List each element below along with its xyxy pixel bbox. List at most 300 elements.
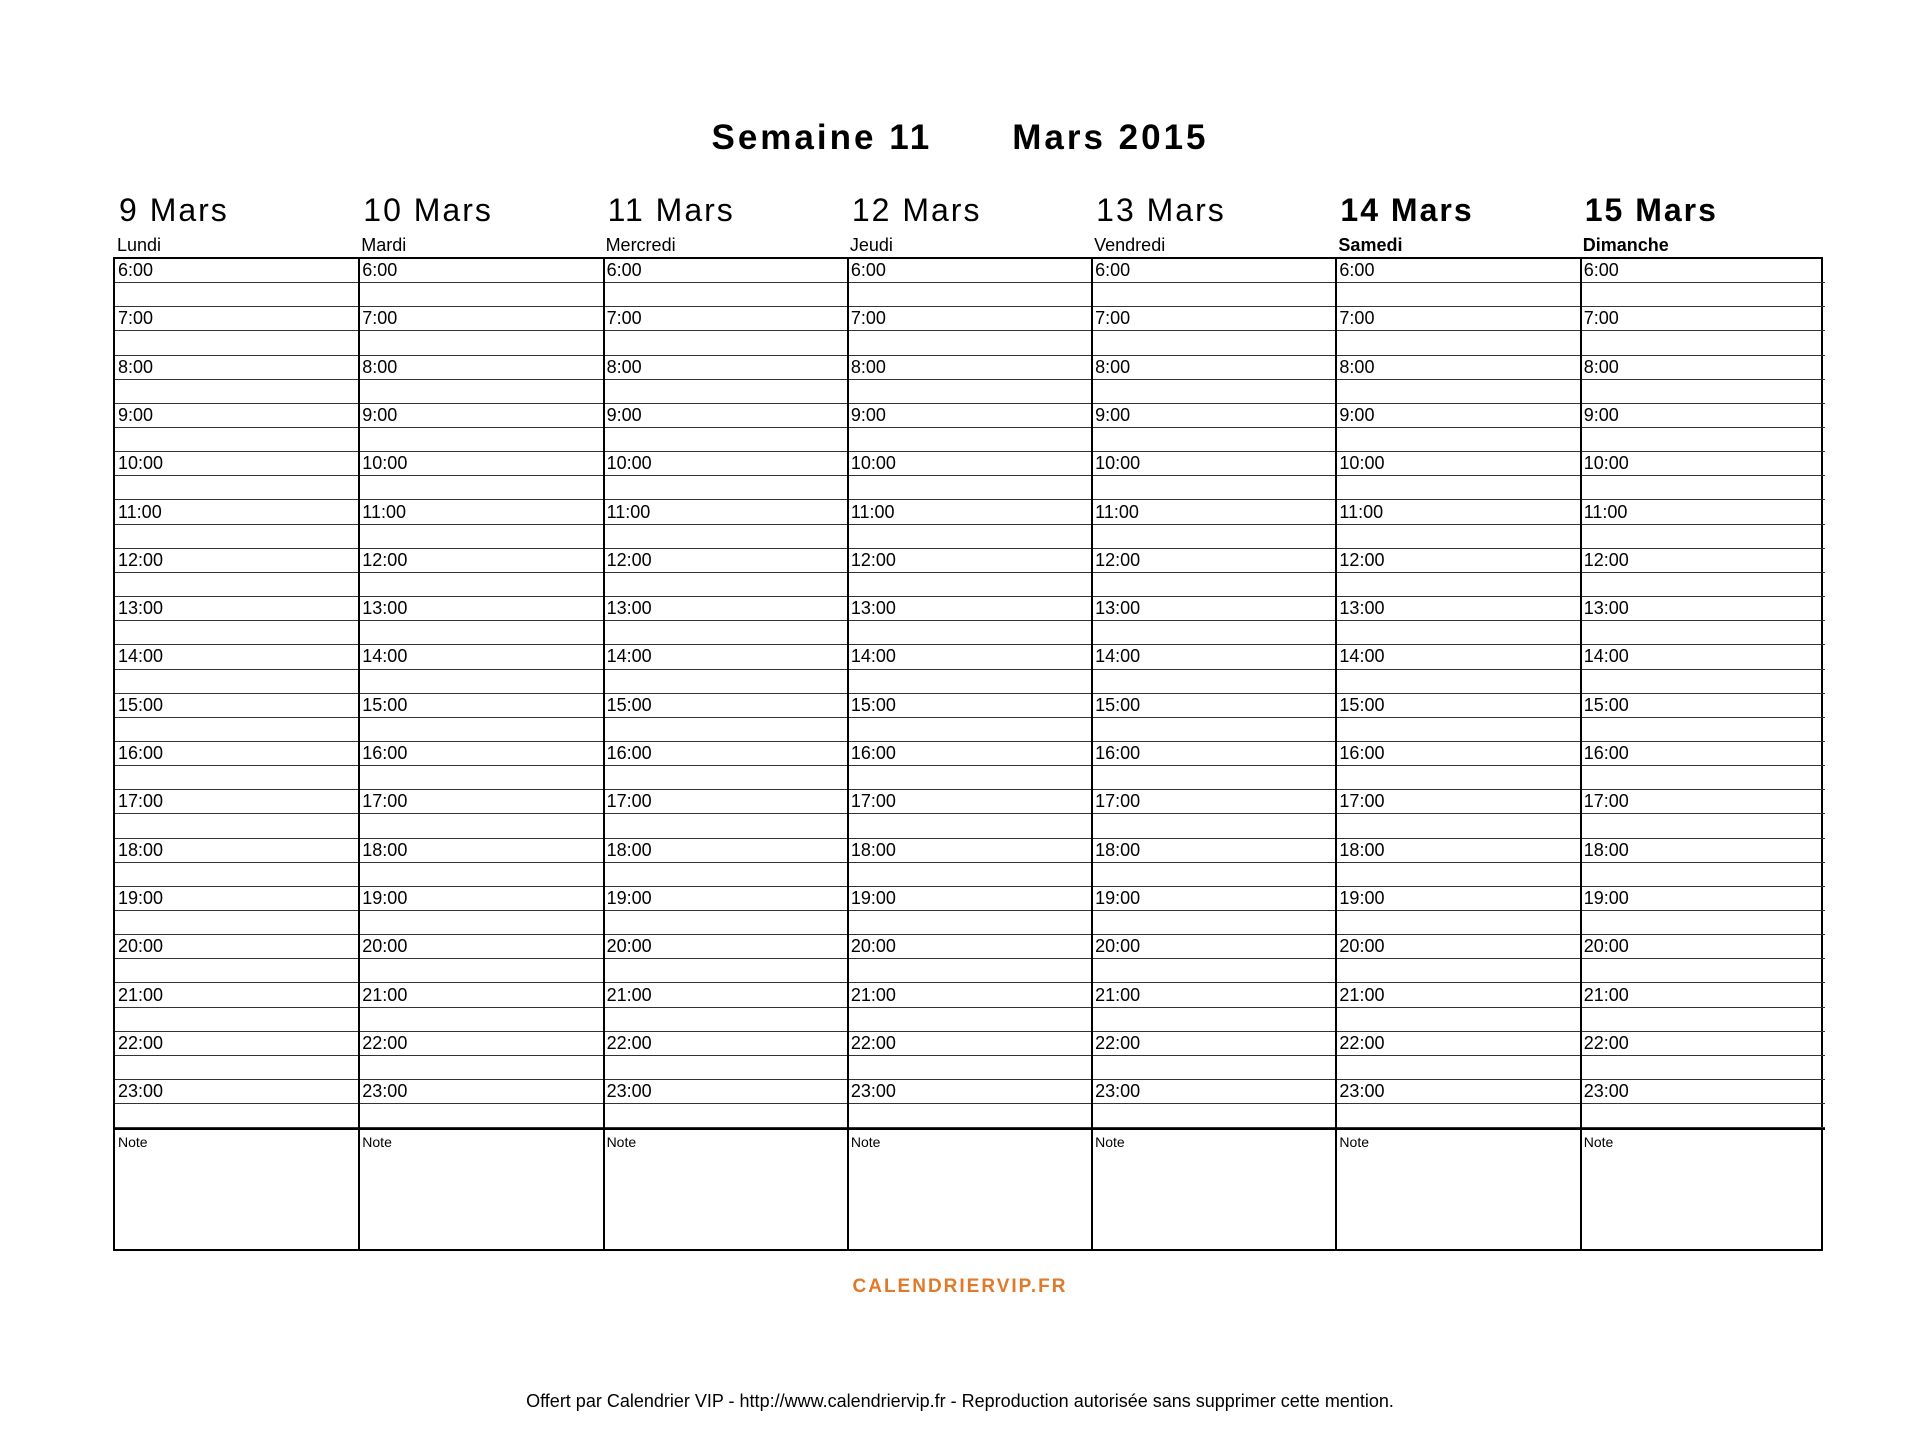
time-slot[interactable] — [1092, 694, 1336, 718]
half-hour-slot[interactable] — [115, 331, 359, 355]
half-hour-slot[interactable] — [604, 1104, 848, 1128]
half-hour-slot[interactable] — [115, 525, 359, 549]
half-hour-slot[interactable] — [1336, 476, 1580, 500]
time-slot[interactable] — [1092, 839, 1336, 863]
half-hour-slot[interactable] — [1092, 476, 1336, 500]
time-slot[interactable] — [115, 356, 359, 380]
time-slot[interactable] — [848, 501, 1092, 525]
half-hour-slot[interactable] — [115, 670, 359, 694]
half-hour-slot[interactable] — [848, 670, 1092, 694]
note-area[interactable] — [359, 1130, 603, 1249]
time-slot[interactable] — [604, 549, 848, 573]
time-slot[interactable] — [1336, 356, 1580, 380]
half-hour-slot[interactable] — [115, 766, 359, 790]
note-area[interactable] — [115, 1130, 359, 1249]
half-hour-slot[interactable] — [848, 911, 1092, 935]
half-hour-slot[interactable] — [359, 959, 603, 983]
time-slot[interactable] — [1581, 935, 1825, 959]
half-hour-slot[interactable] — [604, 1008, 848, 1032]
half-hour-slot[interactable] — [115, 573, 359, 597]
half-hour-slot[interactable] — [1336, 766, 1580, 790]
half-hour-slot[interactable] — [604, 814, 848, 838]
half-hour-slot[interactable] — [1581, 718, 1825, 742]
time-slot[interactable] — [848, 839, 1092, 863]
time-slot[interactable] — [359, 404, 603, 428]
half-hour-slot[interactable] — [1336, 863, 1580, 887]
time-label: 17:00 — [118, 791, 164, 812]
half-hour-slot[interactable] — [1581, 863, 1825, 887]
time-label: 21:00 — [362, 984, 408, 1005]
time-slot[interactable] — [115, 1080, 359, 1104]
half-hour-slot[interactable] — [359, 863, 603, 887]
half-hour-slot[interactable] — [115, 814, 359, 838]
time-slot[interactable] — [115, 404, 359, 428]
half-hour-slot[interactable] — [115, 718, 359, 742]
time-slot[interactable] — [848, 1080, 1092, 1104]
note-area[interactable] — [1581, 1130, 1825, 1249]
time-slot[interactable] — [1092, 645, 1336, 669]
time-slot[interactable] — [604, 501, 848, 525]
brand-logo[interactable]: CALENDRIERVIP.FR — [852, 1276, 1068, 1297]
half-hour-slot[interactable] — [1581, 476, 1825, 500]
time-slot[interactable] — [1092, 549, 1336, 573]
half-hour-slot[interactable] — [604, 621, 848, 645]
time-slot[interactable] — [1092, 501, 1336, 525]
half-hour-slot[interactable] — [1336, 380, 1580, 404]
time-label: 11:00 — [1339, 501, 1384, 522]
time-slot[interactable] — [1581, 839, 1825, 863]
time-slot[interactable] — [1092, 307, 1336, 331]
time-label: 15:00 — [1095, 694, 1141, 715]
time-slot[interactable] — [1092, 404, 1336, 428]
half-hour-slot[interactable] — [359, 1008, 603, 1032]
time-slot[interactable] — [1581, 307, 1825, 331]
half-hour-slot[interactable] — [359, 283, 603, 307]
day-date: 13 Mars — [1096, 192, 1226, 228]
time-slot[interactable] — [1336, 597, 1580, 621]
half-hour-slot[interactable] — [115, 1008, 359, 1032]
time-slot[interactable] — [1336, 839, 1580, 863]
half-hour-slot[interactable] — [359, 718, 603, 742]
time-label: 17:00 — [850, 791, 896, 812]
time-label: 9:00 — [362, 404, 398, 425]
half-hour-slot[interactable] — [115, 283, 359, 307]
time-slot[interactable] — [115, 259, 359, 283]
time-slot[interactable] — [359, 790, 603, 814]
half-hour-slot[interactable] — [1336, 525, 1580, 549]
half-hour-slot[interactable] — [848, 380, 1092, 404]
time-slot[interactable] — [359, 935, 603, 959]
half-hour-slot[interactable] — [604, 863, 848, 887]
half-hour-slot[interactable] — [848, 573, 1092, 597]
half-hour-slot[interactable] — [848, 476, 1092, 500]
time-slot[interactable] — [1336, 645, 1580, 669]
time-slot[interactable] — [1336, 259, 1580, 283]
time-slot[interactable] — [115, 935, 359, 959]
time-slot[interactable] — [848, 694, 1092, 718]
time-slot[interactable] — [359, 887, 603, 911]
time-slot[interactable] — [1336, 887, 1580, 911]
half-hour-slot[interactable] — [604, 283, 848, 307]
half-hour-slot[interactable] — [115, 863, 359, 887]
time-slot[interactable] — [604, 259, 848, 283]
time-slot[interactable] — [848, 549, 1092, 573]
time-slot[interactable] — [1092, 452, 1336, 476]
half-hour-slot[interactable] — [848, 814, 1092, 838]
half-hour-slot[interactable] — [1336, 814, 1580, 838]
half-hour-slot[interactable] — [1092, 718, 1336, 742]
half-hour-slot[interactable] — [115, 911, 359, 935]
time-slot[interactable] — [359, 452, 603, 476]
half-hour-slot[interactable] — [1581, 1008, 1825, 1032]
half-hour-slot[interactable] — [848, 718, 1092, 742]
time-slot[interactable] — [1336, 404, 1580, 428]
time-slot[interactable] — [1336, 1080, 1580, 1104]
time-slot[interactable] — [1336, 742, 1580, 766]
time-slot[interactable] — [1336, 694, 1580, 718]
half-hour-slot[interactable] — [1092, 959, 1336, 983]
half-hour-slot[interactable] — [1092, 380, 1336, 404]
time-slot[interactable] — [115, 694, 359, 718]
half-hour-slot[interactable] — [848, 525, 1092, 549]
time-label: 20:00 — [118, 936, 164, 957]
time-slot[interactable] — [1092, 935, 1336, 959]
time-slot[interactable] — [1581, 1032, 1825, 1056]
time-slot[interactable] — [1336, 935, 1580, 959]
half-hour-slot[interactable] — [604, 959, 848, 983]
half-hour-slot[interactable] — [848, 959, 1092, 983]
time-slot[interactable] — [1336, 549, 1580, 573]
half-hour-slot[interactable] — [1092, 573, 1336, 597]
half-hour-slot[interactable] — [359, 476, 603, 500]
time-label: 13:00 — [118, 598, 164, 619]
half-hour-slot[interactable] — [604, 1056, 848, 1080]
half-hour-slot[interactable] — [604, 380, 848, 404]
half-hour-slot[interactable] — [1092, 1008, 1336, 1032]
half-hour-slot[interactable] — [359, 428, 603, 452]
half-hour-slot[interactable] — [1581, 573, 1825, 597]
time-slot[interactable] — [1336, 790, 1580, 814]
time-label: 19:00 — [850, 887, 896, 908]
time-slot[interactable] — [1092, 597, 1336, 621]
time-slot[interactable] — [359, 742, 603, 766]
time-slot[interactable] — [848, 259, 1092, 283]
time-slot[interactable] — [359, 549, 603, 573]
day-name: Dimanche — [1582, 235, 1669, 255]
half-hour-slot[interactable] — [848, 1104, 1092, 1128]
time-slot[interactable] — [1336, 452, 1580, 476]
time-label: 17:00 — [1583, 791, 1629, 812]
half-hour-slot[interactable] — [359, 1056, 603, 1080]
day-column — [1336, 259, 1580, 1249]
time-slot[interactable] — [1581, 984, 1825, 1008]
half-hour-slot[interactable] — [359, 670, 603, 694]
time-label: 21:00 — [1583, 984, 1629, 1005]
half-hour-slot[interactable] — [1336, 911, 1580, 935]
time-slot[interactable] — [604, 984, 848, 1008]
time-label: 6:00 — [1339, 260, 1375, 280]
time-slot[interactable] — [1581, 404, 1825, 428]
time-label: 23:00 — [606, 1081, 652, 1102]
half-hour-slot[interactable] — [115, 1104, 359, 1128]
time-slot[interactable] — [115, 549, 359, 573]
half-hour-slot[interactable] — [1336, 428, 1580, 452]
time-label: 16:00 — [362, 743, 408, 763]
half-hour-slot[interactable] — [1581, 959, 1825, 983]
time-slot[interactable] — [359, 645, 603, 669]
note-area[interactable] — [604, 1130, 848, 1249]
half-hour-slot[interactable] — [848, 621, 1092, 645]
time-label: 22:00 — [362, 1032, 408, 1053]
day-date: 9 Mars — [119, 192, 229, 228]
time-slot[interactable] — [1581, 742, 1825, 766]
half-hour-slot[interactable] — [1092, 331, 1336, 355]
half-hour-slot[interactable] — [115, 959, 359, 983]
time-slot[interactable] — [604, 307, 848, 331]
time-slot[interactable] — [848, 307, 1092, 331]
time-slot[interactable] — [1581, 549, 1825, 573]
day-date: 12 Mars — [851, 192, 982, 228]
time-slot[interactable] — [604, 839, 848, 863]
half-hour-slot[interactable] — [1336, 573, 1580, 597]
time-slot[interactable] — [604, 742, 848, 766]
time-label: 19:00 — [1339, 887, 1385, 908]
half-hour-slot[interactable] — [359, 621, 603, 645]
half-hour-slot[interactable] — [1092, 1104, 1336, 1128]
half-hour-slot[interactable] — [1581, 911, 1825, 935]
time-label: 7:00 — [118, 308, 154, 329]
half-hour-slot[interactable] — [115, 428, 359, 452]
time-slot[interactable] — [1581, 501, 1825, 525]
half-hour-slot[interactable] — [1336, 283, 1580, 307]
half-hour-slot[interactable] — [115, 621, 359, 645]
time-slot[interactable] — [1092, 356, 1336, 380]
half-hour-slot[interactable] — [1581, 621, 1825, 645]
time-slot[interactable] — [848, 1032, 1092, 1056]
time-slot[interactable] — [1336, 1032, 1580, 1056]
note-area[interactable] — [1336, 1130, 1580, 1249]
half-hour-slot[interactable] — [359, 525, 603, 549]
half-hour-slot[interactable] — [1336, 670, 1580, 694]
time-label: 16:00 — [1339, 743, 1385, 763]
time-slot[interactable] — [115, 452, 359, 476]
time-slot[interactable] — [359, 694, 603, 718]
time-label: 9:00 — [850, 404, 886, 425]
half-hour-slot[interactable] — [604, 718, 848, 742]
time-slot[interactable] — [359, 1080, 603, 1104]
time-label: 18:00 — [118, 839, 164, 860]
time-label: 10:00 — [1583, 453, 1629, 474]
half-hour-slot[interactable] — [848, 863, 1092, 887]
half-hour-slot[interactable] — [1092, 283, 1336, 307]
time-slot[interactable] — [604, 597, 848, 621]
time-slot[interactable] — [604, 790, 848, 814]
time-slot[interactable] — [1092, 1080, 1336, 1104]
time-slot[interactable] — [1092, 887, 1336, 911]
time-slot[interactable] — [359, 1032, 603, 1056]
time-slot[interactable] — [359, 307, 603, 331]
time-slot[interactable] — [604, 1032, 848, 1056]
half-hour-slot[interactable] — [604, 670, 848, 694]
time-slot[interactable] — [115, 1032, 359, 1056]
time-slot[interactable] — [115, 645, 359, 669]
time-slot[interactable] — [1092, 984, 1336, 1008]
half-hour-slot[interactable] — [1092, 814, 1336, 838]
time-slot[interactable] — [1581, 597, 1825, 621]
half-hour-slot[interactable] — [1581, 428, 1825, 452]
time-slot[interactable] — [1581, 645, 1825, 669]
half-hour-slot[interactable] — [848, 331, 1092, 355]
time-slot[interactable] — [848, 935, 1092, 959]
half-hour-slot[interactable] — [848, 428, 1092, 452]
time-slot[interactable] — [1581, 452, 1825, 476]
half-hour-slot[interactable] — [1336, 718, 1580, 742]
half-hour-slot[interactable] — [115, 380, 359, 404]
half-hour-slot[interactable] — [115, 1056, 359, 1080]
half-hour-slot[interactable] — [848, 1008, 1092, 1032]
time-label: 22:00 — [1339, 1032, 1385, 1053]
time-slot[interactable] — [115, 984, 359, 1008]
time-slot[interactable] — [1581, 1080, 1825, 1104]
time-slot[interactable] — [115, 839, 359, 863]
half-hour-slot[interactable] — [115, 476, 359, 500]
time-slot[interactable] — [359, 259, 603, 283]
half-hour-slot[interactable] — [1092, 621, 1336, 645]
half-hour-slot[interactable] — [1092, 428, 1336, 452]
half-hour-slot[interactable] — [1336, 1056, 1580, 1080]
half-hour-slot[interactable] — [1092, 525, 1336, 549]
time-label: 20:00 — [606, 936, 652, 957]
half-hour-slot[interactable] — [1336, 959, 1580, 983]
half-hour-slot[interactable] — [1092, 670, 1336, 694]
time-slot[interactable] — [359, 501, 603, 525]
time-slot[interactable] — [604, 452, 848, 476]
half-hour-slot[interactable] — [1581, 1104, 1825, 1128]
time-label: 10:00 — [1095, 453, 1141, 474]
half-hour-slot[interactable] — [604, 476, 848, 500]
half-hour-slot[interactable] — [1336, 621, 1580, 645]
time-slot[interactable] — [1581, 887, 1825, 911]
half-hour-slot[interactable] — [1581, 331, 1825, 355]
time-label: 21:00 — [1095, 984, 1141, 1005]
half-hour-slot[interactable] — [359, 1104, 603, 1128]
time-slot[interactable] — [848, 404, 1092, 428]
half-hour-slot[interactable] — [359, 766, 603, 790]
half-hour-slot[interactable] — [359, 380, 603, 404]
time-slot[interactable] — [1092, 742, 1336, 766]
time-slot[interactable] — [848, 452, 1092, 476]
half-hour-slot[interactable] — [848, 766, 1092, 790]
time-slot[interactable] — [1336, 501, 1580, 525]
time-slot[interactable] — [1092, 790, 1336, 814]
time-slot[interactable] — [604, 356, 848, 380]
time-slot[interactable] — [848, 790, 1092, 814]
day-header — [1579, 190, 1823, 260]
note-area[interactable] — [1092, 1130, 1336, 1249]
time-slot[interactable] — [848, 742, 1092, 766]
time-slot[interactable] — [115, 790, 359, 814]
half-hour-slot[interactable] — [1336, 1008, 1580, 1032]
half-hour-slot[interactable] — [1581, 380, 1825, 404]
time-slot[interactable] — [1092, 259, 1336, 283]
half-hour-slot[interactable] — [1581, 1056, 1825, 1080]
half-hour-slot[interactable] — [1581, 814, 1825, 838]
time-slot[interactable] — [359, 839, 603, 863]
time-slot[interactable] — [359, 597, 603, 621]
time-slot[interactable] — [115, 597, 359, 621]
time-slot[interactable] — [848, 356, 1092, 380]
time-label: 6:00 — [1583, 260, 1619, 280]
half-hour-slot[interactable] — [604, 766, 848, 790]
note-area[interactable] — [848, 1130, 1092, 1249]
time-slot[interactable] — [359, 356, 603, 380]
time-slot[interactable] — [115, 742, 359, 766]
half-hour-slot[interactable] — [1581, 670, 1825, 694]
time-slot[interactable] — [604, 645, 848, 669]
time-slot[interactable] — [604, 404, 848, 428]
half-hour-slot[interactable] — [1336, 331, 1580, 355]
time-slot[interactable] — [848, 887, 1092, 911]
half-hour-slot[interactable] — [359, 573, 603, 597]
half-hour-slot[interactable] — [359, 814, 603, 838]
half-hour-slot[interactable] — [848, 283, 1092, 307]
time-slot[interactable] — [1581, 694, 1825, 718]
half-hour-slot[interactable] — [1581, 525, 1825, 549]
time-slot[interactable] — [604, 694, 848, 718]
half-hour-slot[interactable] — [1336, 1104, 1580, 1128]
half-hour-slot[interactable] — [604, 525, 848, 549]
day-column — [1092, 259, 1336, 1249]
time-label: 20:00 — [362, 936, 408, 957]
time-slot[interactable] — [1336, 307, 1580, 331]
time-slot[interactable] — [115, 887, 359, 911]
time-slot[interactable] — [1581, 356, 1825, 380]
half-hour-slot[interactable] — [1581, 766, 1825, 790]
time-slot[interactable] — [604, 1080, 848, 1104]
time-label: 11:00 — [606, 501, 651, 522]
time-label: 16:00 — [1583, 743, 1629, 763]
time-slot[interactable] — [1581, 259, 1825, 283]
half-hour-slot[interactable] — [604, 331, 848, 355]
half-hour-slot[interactable] — [1581, 283, 1825, 307]
half-hour-slot[interactable] — [1092, 911, 1336, 935]
half-hour-slot[interactable] — [604, 911, 848, 935]
time-label: 13:00 — [1583, 598, 1629, 619]
time-slot[interactable] — [1092, 1032, 1336, 1056]
half-hour-slot[interactable] — [359, 331, 603, 355]
time-slot[interactable] — [848, 645, 1092, 669]
time-slot[interactable] — [1336, 984, 1580, 1008]
half-hour-slot[interactable] — [604, 428, 848, 452]
time-slot[interactable] — [1581, 790, 1825, 814]
time-label: 12:00 — [850, 549, 896, 570]
time-slot[interactable] — [115, 307, 359, 331]
half-hour-slot[interactable] — [1092, 1056, 1336, 1080]
half-hour-slot[interactable] — [359, 911, 603, 935]
half-hour-slot[interactable] — [604, 573, 848, 597]
time-label: 8:00 — [1583, 356, 1619, 377]
time-slot[interactable] — [848, 984, 1092, 1008]
time-slot[interactable] — [848, 597, 1092, 621]
half-hour-slot[interactable] — [1092, 766, 1336, 790]
time-label: 20:00 — [1339, 936, 1385, 957]
time-slot[interactable] — [604, 887, 848, 911]
time-slot[interactable] — [604, 935, 848, 959]
half-hour-slot[interactable] — [848, 1056, 1092, 1080]
time-slot[interactable] — [115, 501, 359, 525]
half-hour-slot[interactable] — [1092, 863, 1336, 887]
time-slot[interactable] — [359, 984, 603, 1008]
